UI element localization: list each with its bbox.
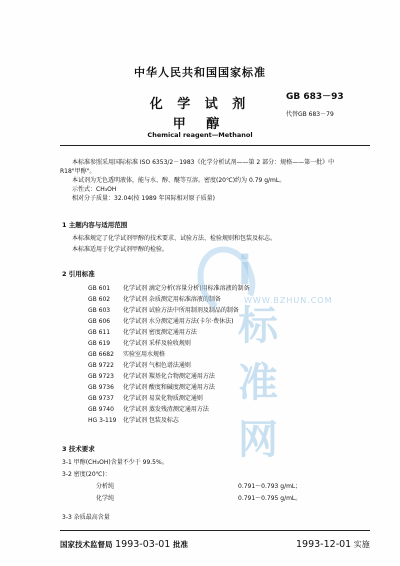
section-3-1: 3-1 甲醇(CH₃OH)含量不少于 99.5%。	[62, 459, 168, 466]
section-1-line-1: 本标准规定了化学试剂甲醇的技术要求、试验方法、检验规则和包装及标志。	[72, 235, 277, 242]
reference-text: 化学试剂 滴定分析(容量分析)用标准溶液的制备	[123, 285, 250, 292]
english-title: Chemical reagent—Methanol	[147, 131, 253, 139]
bottom-divider	[60, 530, 370, 531]
section-2-title: 2 引用标准	[62, 270, 95, 278]
section-3-3: 3-3 杂质最高含量	[62, 514, 110, 521]
title-line-2: 甲 醇	[172, 117, 228, 132]
reference-code: GB 9736	[88, 384, 114, 391]
reference-code: GB 606	[88, 318, 111, 325]
reference-text: 化学试剂 水分测定通用方法(卡尔·费休法)	[123, 318, 234, 325]
section-3-title: 3 技术要求	[62, 445, 95, 453]
approval-date: 1993-03-01	[115, 539, 171, 550]
reference-text: 化学试剂 密度测定通用方法	[123, 329, 197, 336]
watermark-subtext: WWW.BZHUN.COM	[244, 296, 333, 305]
effective-line	[296, 539, 370, 550]
top-divider	[60, 145, 370, 146]
effective-date: 1993-12-01	[296, 539, 352, 550]
national-standard-header: 中华人民共和国国家标准	[134, 66, 266, 79]
reference-text: 化学试剂 包装及标志	[123, 417, 179, 424]
title-line-1: 化 学 试 剂	[149, 97, 251, 112]
reference-code: GB 9722	[88, 362, 114, 369]
standard-code: GB 683－93	[286, 92, 344, 102]
reference-text: 化学试剂 羰基化合物测定通用方法	[123, 373, 215, 380]
reference-text: 化学试剂 采样及验收规则	[123, 340, 191, 347]
reference-code: GB 9740	[88, 406, 114, 413]
intro-line-5: 相对分子质量：32.04(按 1989 年国际相对原子质量)	[72, 195, 215, 202]
watermark-text: i标准网	[238, 248, 280, 463]
reference-code: GB 602	[88, 296, 111, 303]
approval-line	[60, 539, 188, 550]
reference-code: HG 3-119	[88, 417, 117, 424]
intro-line-4: 示性式：CH₃OH	[72, 186, 117, 193]
reference-text: 化学试剂 酸度和碱度测定通用方法	[123, 384, 215, 391]
density-cp-value: 0.791～0.795 g/mL。	[238, 495, 302, 502]
intro-line-1: 本标准参照采用国际标准 ISO 6353/2－1983《化学分析试剂——第 2 部分：规格——第一批》中	[72, 159, 335, 166]
section-1-title: 1 主题内容与适用范围	[62, 221, 128, 229]
reference-code: GB 9723	[88, 373, 114, 380]
intro-line-3: 本试剂为无色透明液体，能与水、醇、醚等互溶。密度(20℃)约为 0.79 g/mL。	[72, 177, 286, 184]
effective-suffix: 实施	[353, 540, 370, 549]
reference-code: GB 611	[88, 329, 111, 336]
reference-text: 化学试剂 杂质测定用标准溶液的制备	[123, 296, 221, 303]
reference-code: GB 601	[88, 285, 111, 292]
reference-text: 实验室用水规格	[123, 351, 166, 358]
density-ar-label: 分析纯	[96, 483, 115, 490]
reference-text: 化学试剂 试验方法中所用制剂及制品的制备	[123, 307, 239, 314]
intro-line-2: R18"甲醇"。	[60, 168, 96, 175]
reference-code: GB 603	[88, 307, 111, 314]
reference-code: GB 9737	[88, 395, 114, 402]
density-cp-label: 化学纯	[96, 495, 115, 502]
approval-suffix: 批准	[172, 540, 188, 549]
section-3-2: 3-2 密度(20℃)：	[62, 471, 111, 478]
reference-text: 化学试剂 蒸发残渣测定通用方法	[123, 406, 209, 413]
reference-code: GB 619	[88, 340, 111, 347]
replaces-code: 代替GB 683－79	[286, 111, 334, 118]
approval-authority: 国家技术监督局	[60, 540, 113, 549]
density-ar-value: 0.791～0.793 g/mL；	[238, 483, 302, 490]
reference-text: 化学试剂 气相色谱法通则	[123, 362, 191, 369]
section-1-line-2: 本标准适用于化学试剂甲醇的检验。	[72, 246, 169, 253]
reference-code: GB 6682	[88, 351, 114, 358]
reference-text: 化学试剂 易炭化物质测定通则	[123, 395, 203, 402]
